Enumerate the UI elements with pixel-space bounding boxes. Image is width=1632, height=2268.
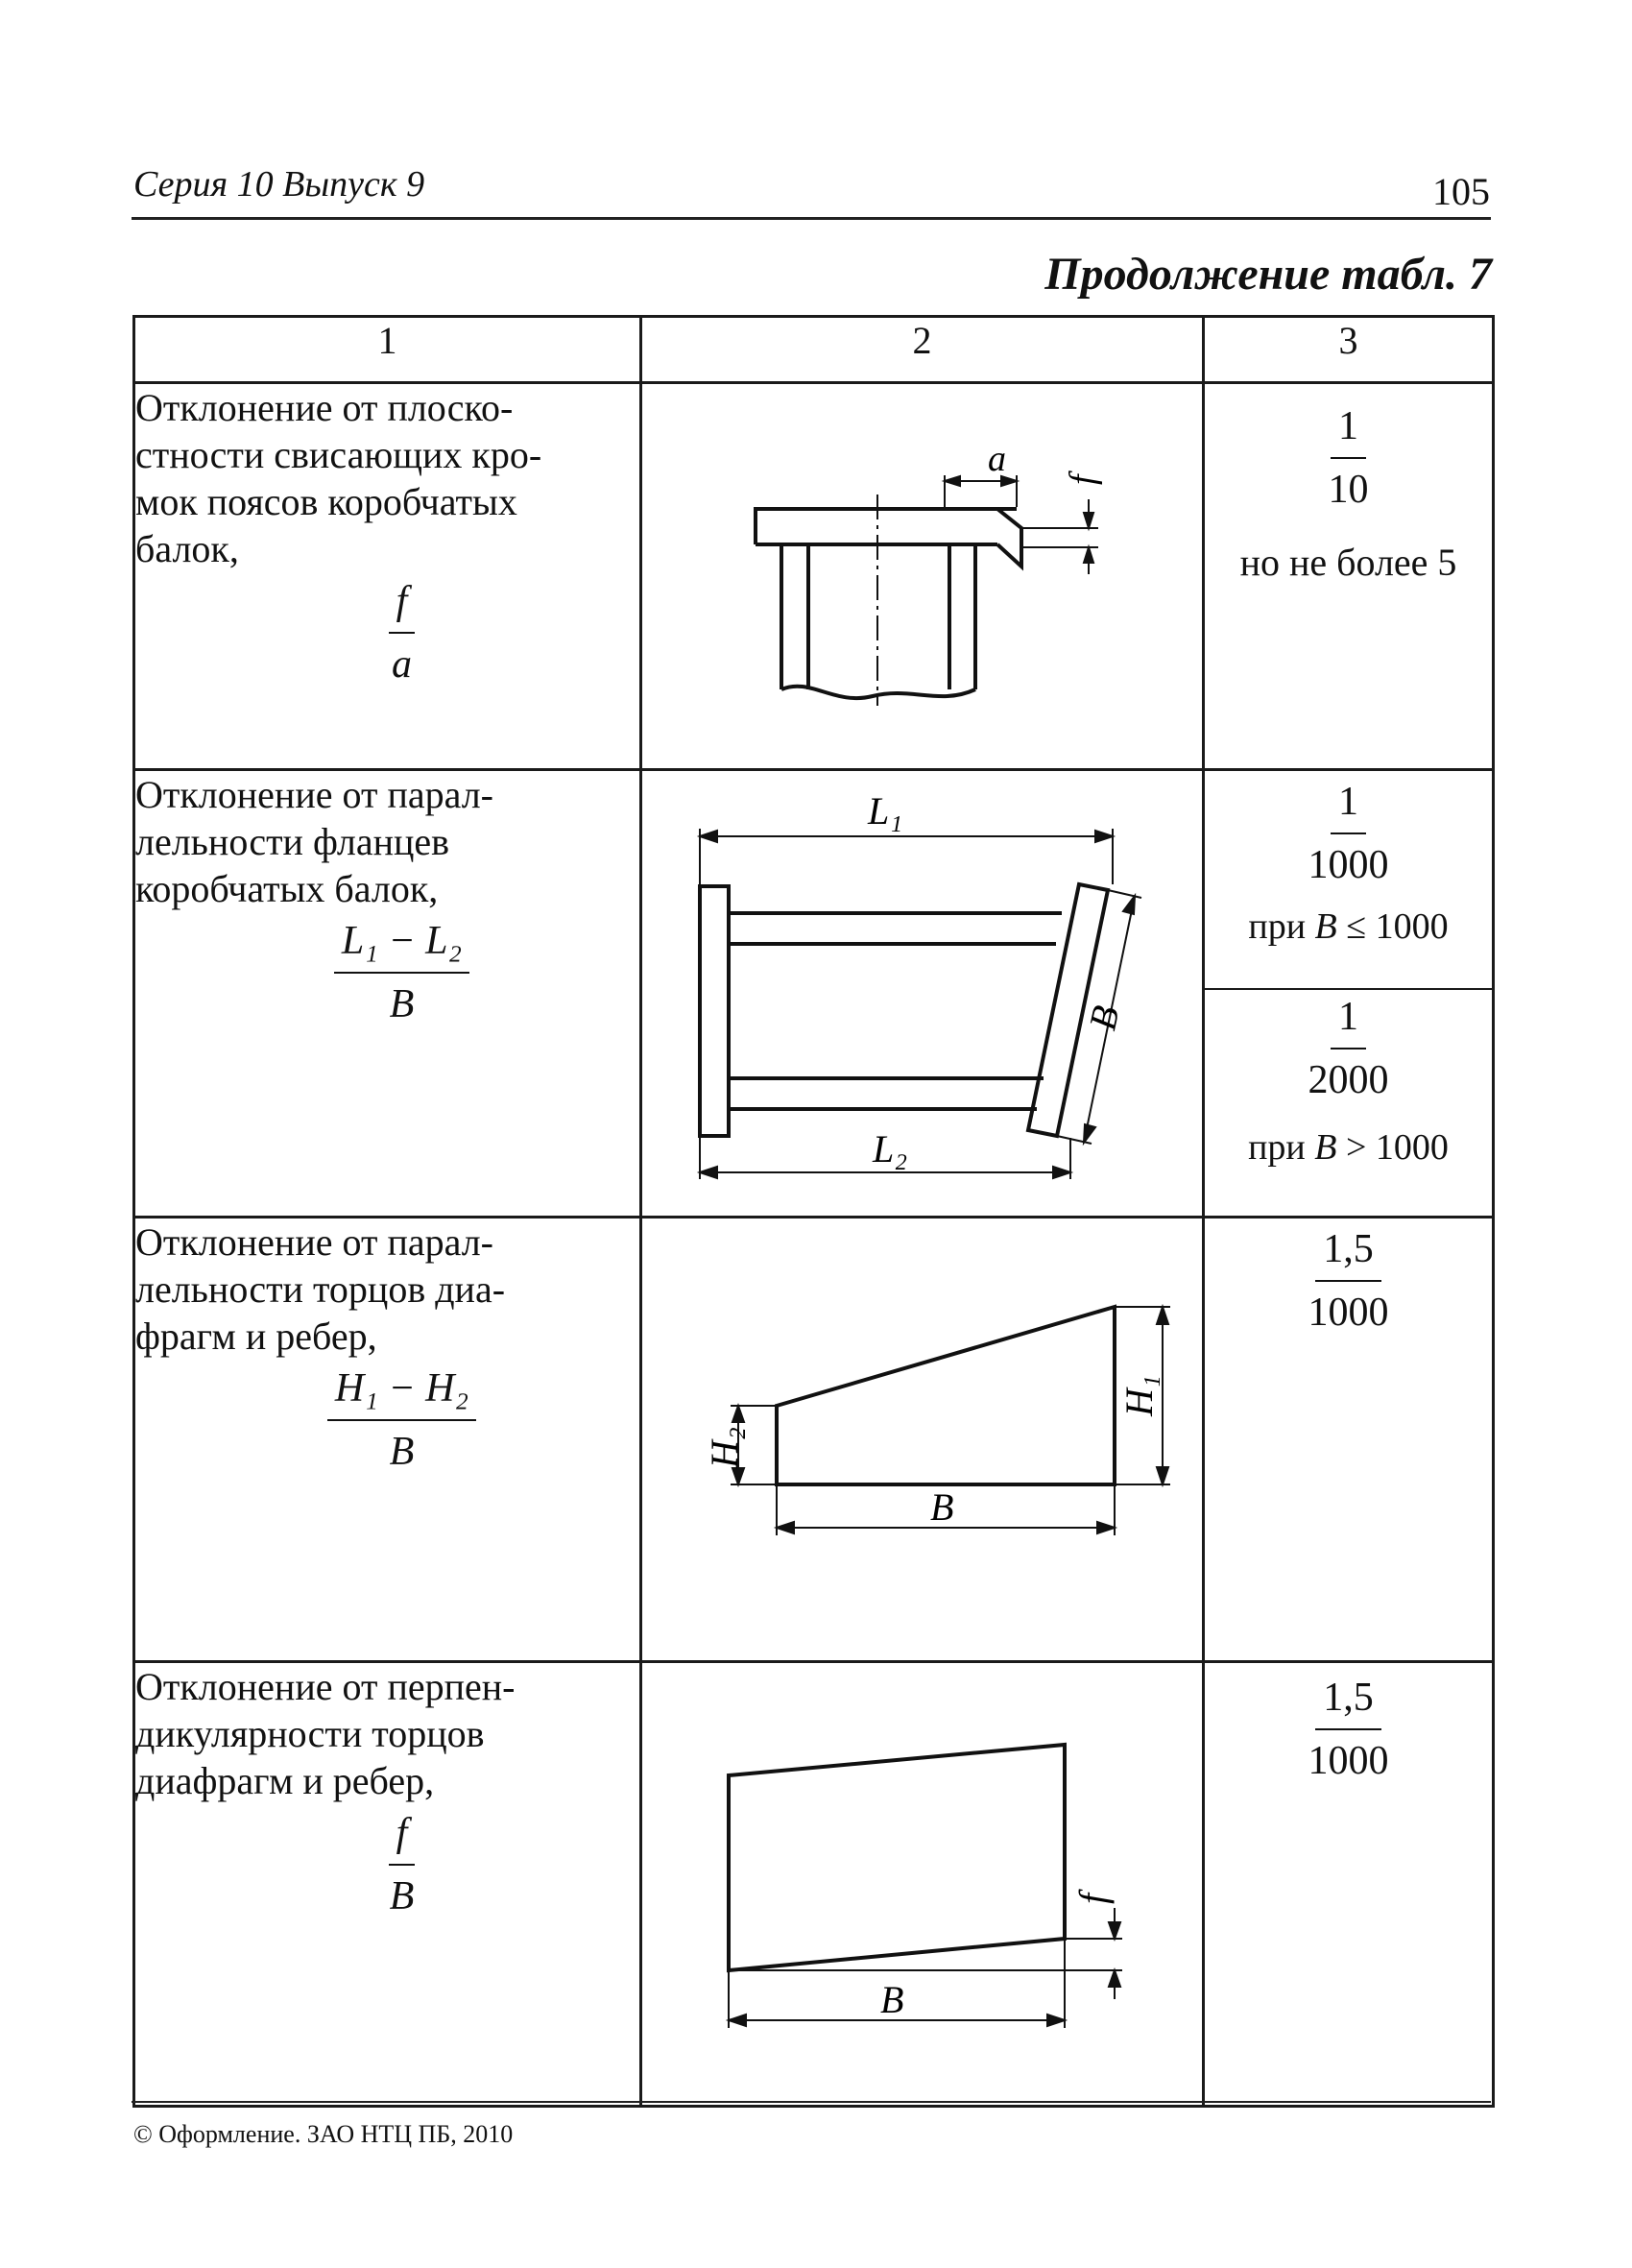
row2-flange-parallelism-figure xyxy=(642,771,1199,1211)
row1-tolerance-num: 1 xyxy=(1331,401,1366,459)
row3-tolerance-den: 1000 xyxy=(1308,1291,1389,1335)
row4-tolerance-den: 1000 xyxy=(1308,1739,1389,1783)
column-header-1: 1 xyxy=(134,317,641,383)
row4-tolerance xyxy=(1308,1673,1389,1786)
table-continuation-title: Продолжение табл. 7 xyxy=(1044,249,1492,300)
row2-description-cell xyxy=(134,770,641,1218)
row2-tolerance-b-num: 1 xyxy=(1331,992,1366,1050)
row3-label-h1: H₁ xyxy=(1117,1375,1161,1416)
row1-description: Отклонение от плоско- стности свисающих кро- мок поясов коробчатых балок, xyxy=(135,386,542,570)
row2-formula-num: L₁ − L₂ xyxy=(334,916,469,974)
row1-tolerance-cell xyxy=(1204,383,1494,770)
row4-formula xyxy=(389,1808,416,1921)
row3-tolerance-num: 1,5 xyxy=(1315,1224,1381,1282)
row4-description-cell xyxy=(134,1662,641,2107)
row4-formula-num: f xyxy=(389,1808,416,1866)
row2-figure-cell xyxy=(641,770,1204,1218)
row1-tolerance-den: 10 xyxy=(1328,468,1369,512)
row1-flange-figure xyxy=(642,384,1199,763)
row1-formula xyxy=(389,576,416,689)
row4-label-b: B xyxy=(880,1978,904,2021)
table-row xyxy=(134,1218,1494,1662)
row3-label-b: B xyxy=(930,1485,954,1529)
row1-formula-num: f xyxy=(389,576,416,634)
row2-tolerance-cell xyxy=(1204,770,1494,1218)
row1-figure-cell xyxy=(641,383,1204,770)
footer-divider xyxy=(132,2101,1491,2103)
column-header-2: 2 xyxy=(641,317,1204,383)
table-row xyxy=(134,383,1494,770)
row2-formula xyxy=(334,916,469,1029)
row2-tolerance-a-condition: при B ≤ 1000 xyxy=(1248,906,1449,947)
row3-formula-num: H₁ − H₂ xyxy=(327,1363,476,1421)
row3-label-h2: H₂ xyxy=(703,1427,746,1468)
row1-label-a: a xyxy=(988,439,1006,479)
page-number: 105 xyxy=(1432,170,1490,213)
row1-tolerance-note: но не более 5 xyxy=(1239,541,1457,584)
row2-label-l2: L₂ xyxy=(873,1127,908,1170)
row1-formula-den: a xyxy=(391,642,412,687)
row2-tolerance-b xyxy=(1205,990,1492,1169)
column-header-3: 3 xyxy=(1204,317,1494,383)
row2-description: Отклонение от парал- лельности фланцев коробчатых балок, xyxy=(135,773,493,910)
row4-tolerance-num: 1,5 xyxy=(1315,1673,1381,1730)
header-series: Серия 10 Выпуск 9 xyxy=(133,164,425,205)
row4-tolerance-cell xyxy=(1204,1662,1494,2107)
row2-tolerance-a-num: 1 xyxy=(1331,777,1366,834)
row2-tolerance-b-den: 2000 xyxy=(1308,1058,1389,1102)
row1-description-cell xyxy=(134,383,641,770)
table-row xyxy=(134,770,1494,1218)
row4-description: Отклонение от перпен- дикулярности торцов диафрагм и ребер, xyxy=(135,1665,516,1802)
tolerance-table xyxy=(132,315,1495,2108)
row2-tolerance-b-condition: при B > 1000 xyxy=(1248,1127,1449,1168)
row3-description-cell xyxy=(134,1218,641,1662)
row4-label-f: f xyxy=(1071,1893,1115,1904)
row3-formula xyxy=(327,1363,476,1477)
row3-figure-cell xyxy=(641,1218,1204,1662)
row3-tolerance xyxy=(1308,1224,1389,1338)
row3-description: Отклонение от парал- лельности торцов диа- фрагм и ребер, xyxy=(135,1220,506,1358)
row2-formula-den: B xyxy=(389,982,415,1026)
table-row xyxy=(134,1662,1494,2107)
row1-label-f: f xyxy=(1063,474,1103,485)
row3-end-parallelism-figure xyxy=(642,1218,1199,1655)
table-header-row xyxy=(134,317,1494,383)
row4-end-perpendicularity-figure xyxy=(642,1663,1199,2100)
row1-tolerance xyxy=(1329,401,1369,515)
row3-formula-den: B xyxy=(389,1430,415,1474)
row2-tolerance-a-den: 1000 xyxy=(1308,843,1389,887)
row3-tolerance-cell xyxy=(1204,1218,1494,1662)
row4-formula-den: B xyxy=(389,1874,415,1918)
row2-tolerance-a xyxy=(1205,771,1492,990)
header-divider xyxy=(132,217,1491,220)
row2-label-l1: L₁ xyxy=(868,789,903,832)
footer-copyright: © Оформление. ЗАО НТЦ ПБ, 2010 xyxy=(133,2120,514,2148)
row4-figure-cell xyxy=(641,1662,1204,2107)
row2-label-b: B xyxy=(1080,1001,1128,1034)
